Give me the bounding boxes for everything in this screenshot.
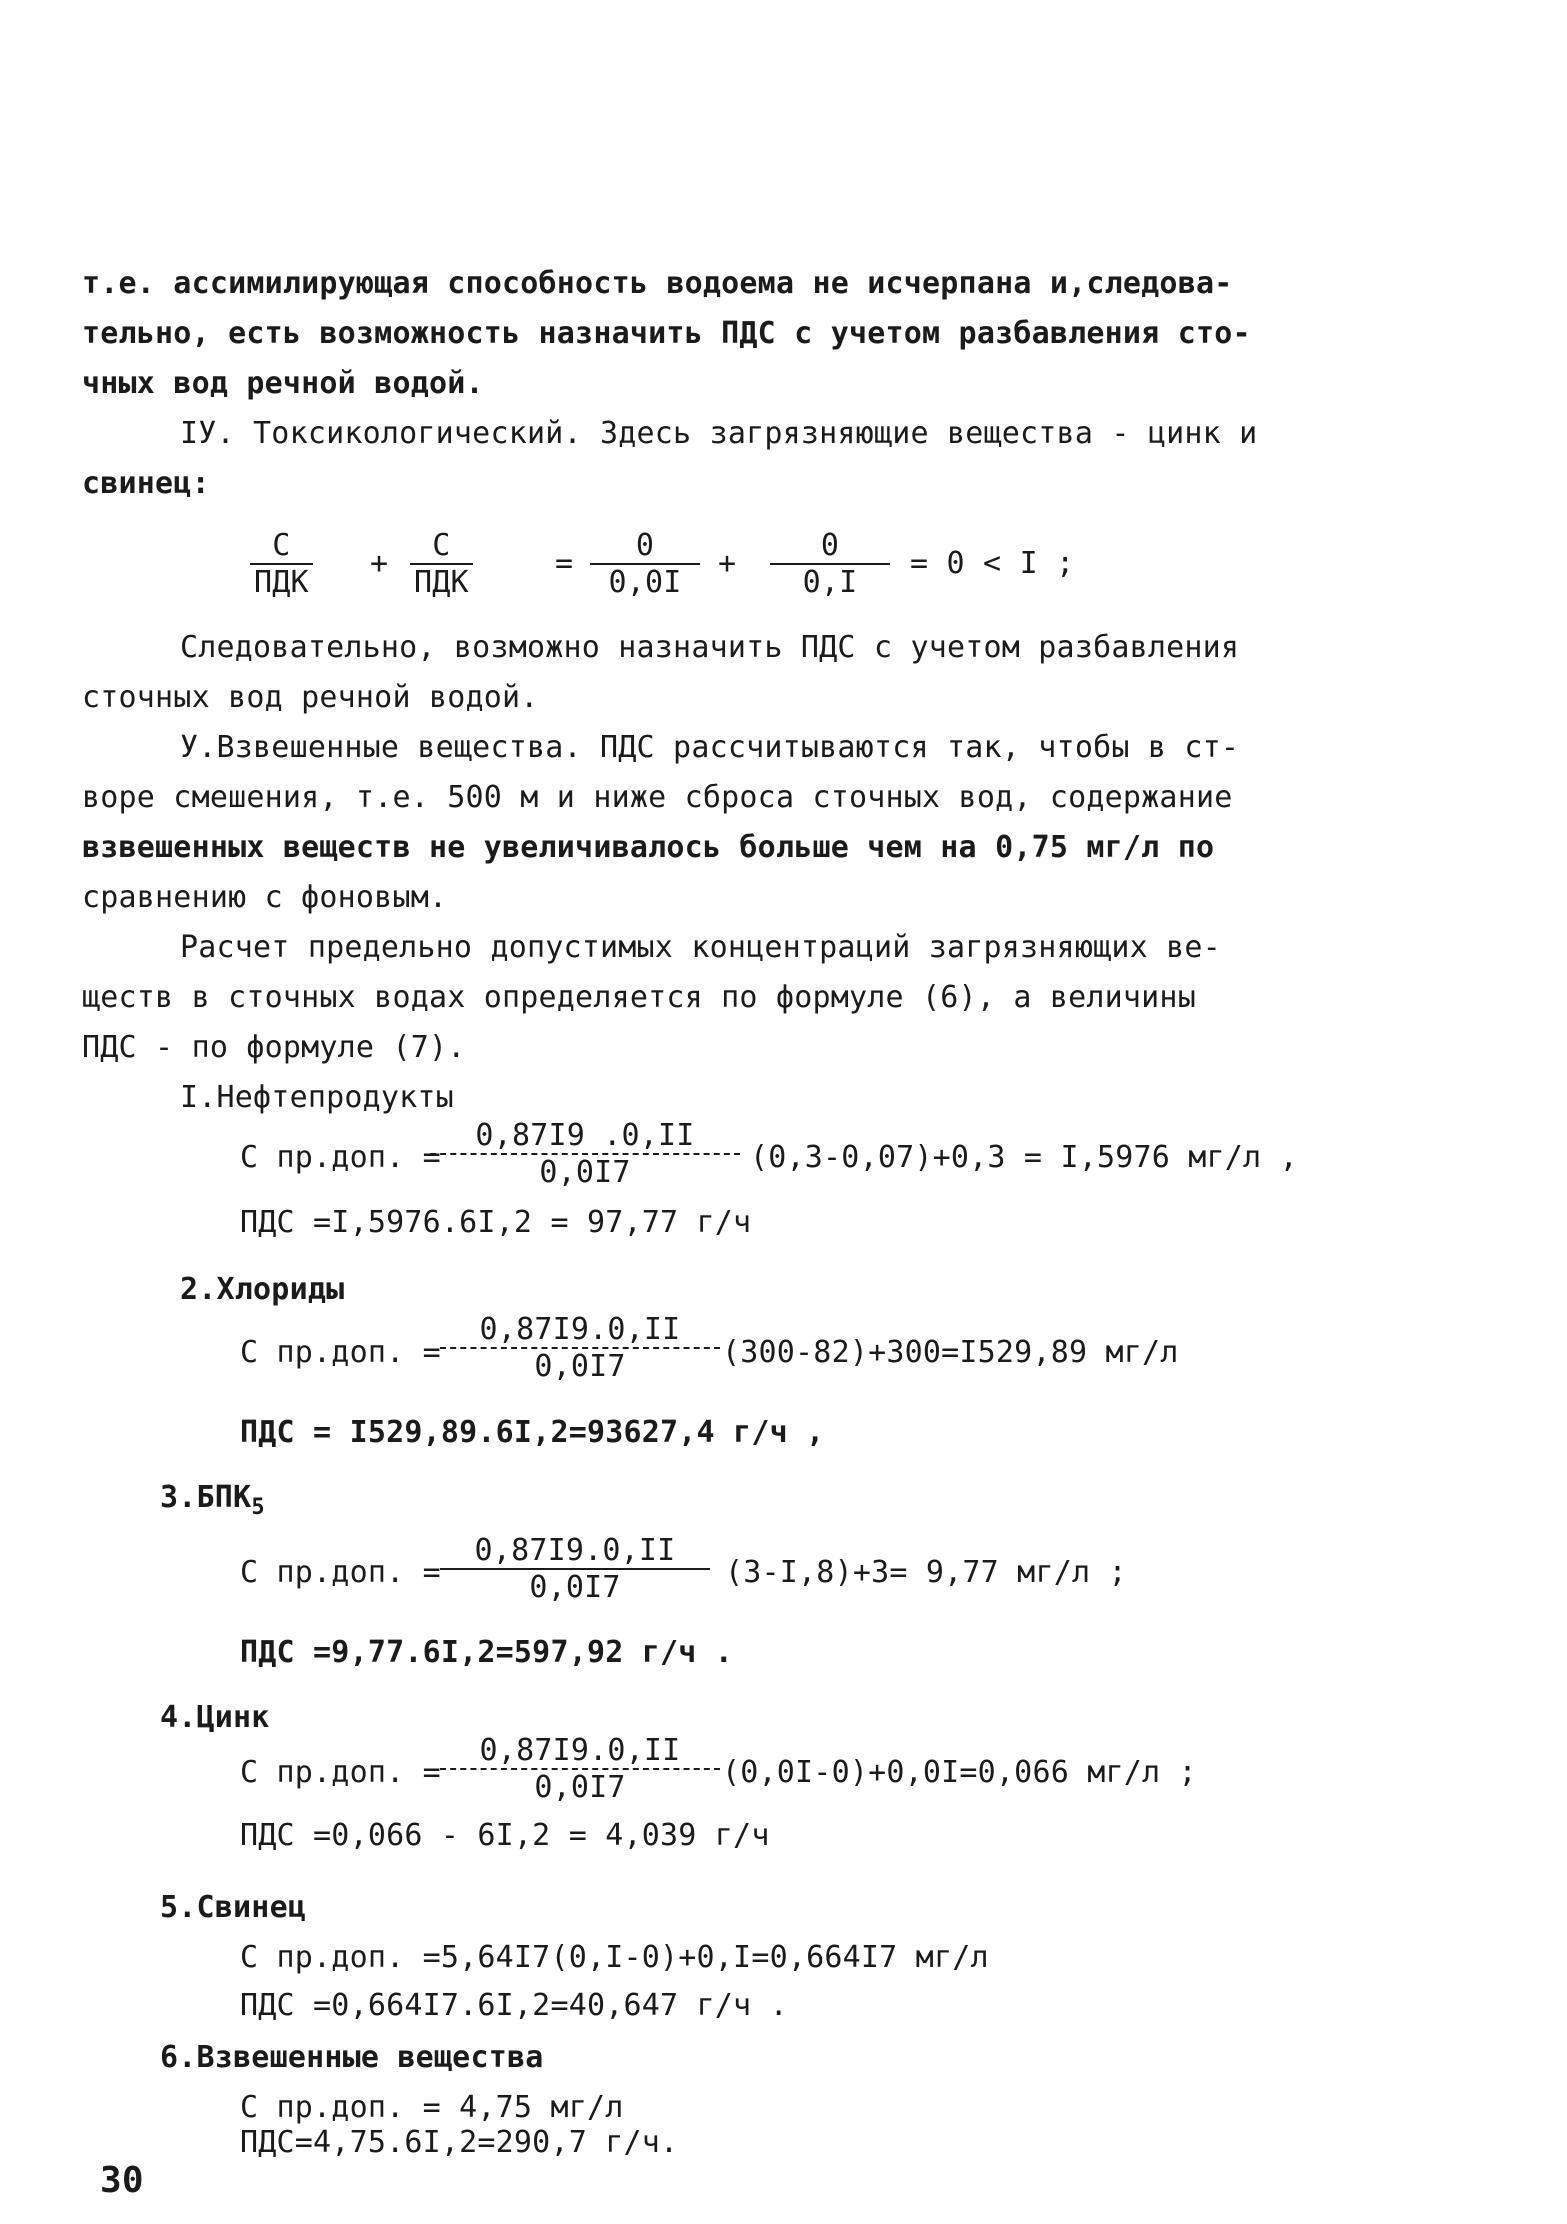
formula-rhs: (0,3-0,07)+0,3 = I,5976 мг/л ,: [750, 1140, 1298, 1175]
paragraph-line: тельно, есть возможность назначить ПДС с учетом разбавления сто-: [82, 316, 1251, 351]
plus-sign: +: [718, 546, 737, 581]
fraction-denominator: 0,0I7: [440, 1347, 720, 1384]
paragraph-line: IУ. Токсикологический. Здесь загрязняющие вещества - цинк и: [180, 416, 1258, 451]
section-title: 5.Свинец: [160, 1890, 307, 1925]
fraction-numerator: 0,87I9 .0,II: [475, 1118, 695, 1153]
fraction-denominator: 0,I: [770, 563, 890, 600]
fraction: [440, 1533, 710, 1605]
formula-lhs: С пр.доп. =: [240, 1335, 441, 1370]
fraction-numerator: С: [272, 528, 291, 563]
fraction-denominator: 0,0I7: [440, 1568, 710, 1605]
paragraph-line: сточных вод речной водой.: [82, 680, 539, 715]
pds-line: ПДС =9,77.6I,2=597,92 г/ч .: [240, 1635, 734, 1670]
paragraph-line: У.Взвешенные вещества. ПДС рассчитываются так, чтобы в ст-: [180, 730, 1240, 765]
fraction-denominator: 0,0I: [590, 563, 700, 600]
fraction-numerator: 0,87I9.0,II: [474, 1533, 676, 1568]
fraction: [770, 528, 890, 600]
fraction: [440, 1733, 720, 1805]
paragraph-line: Следовательно, возможно назначить ПДС с учетом разбавления: [180, 630, 1240, 665]
formula-rhs: (300-82)+300=I529,89 мг/л: [722, 1335, 1179, 1370]
fraction-numerator: 0,87I9.0,II: [479, 1312, 681, 1347]
pds-line: ПДС =0,664I7.6I,2=40,647 г/ч .: [240, 1988, 788, 2023]
section-title: [160, 1480, 265, 1520]
paragraph-line: чных вод речной водой.: [82, 366, 484, 401]
equals-sign: =: [555, 546, 574, 581]
formula-rhs: (0,0I-0)+0,0I=0,066 мг/л ;: [722, 1755, 1197, 1790]
formula-lhs: С пр.доп. =: [240, 1140, 441, 1175]
pds-line: ПДС =I,5976.6I,2 = 97,77 г/ч: [240, 1205, 752, 1240]
fraction-numerator: 0,87I9.0,II: [479, 1733, 681, 1768]
fraction-denominator: 0,0I7: [430, 1153, 740, 1190]
section-title: 6.Взвешенные вещества: [160, 2040, 544, 2075]
section-title: I.Нефтепродукты: [180, 1080, 454, 1115]
fraction-numerator: 0: [635, 528, 655, 563]
fraction: [430, 1118, 740, 1190]
fraction: [410, 528, 473, 600]
page-number: 30: [100, 2160, 144, 2201]
pds-line: ПДС =0,066 - 6I,2 = 4,039 г/ч: [240, 1818, 770, 1853]
formula-line: С пр.доп. =5,64I7(0,I-0)+0,I=0,664I7 мг/л: [240, 1940, 989, 1975]
paragraph-line: воре смешения, т.е. 500 м и ниже сброса сточных вод, содержание: [82, 780, 1233, 815]
formula-lhs: С пр.доп. =: [240, 1555, 441, 1590]
fraction-denominator: ПДК: [410, 563, 473, 600]
fraction: [590, 528, 700, 600]
paragraph-line: т.е. ассимилирующая способность водоема не исчерпана и,следова-: [82, 266, 1233, 301]
pds-line: ПДС = I529,89.6I,2=93627,4 г/ч ,: [240, 1415, 825, 1450]
plus-sign: +: [370, 546, 389, 581]
fraction-numerator: С: [432, 528, 451, 563]
formula-lhs: С пр.доп. =: [240, 1755, 441, 1790]
paragraph-line: свинец:: [82, 466, 210, 501]
pds-line: ПДС=4,75.6I,2=290,7 г/ч.: [240, 2125, 679, 2160]
section-title: 4.Цинк: [160, 1700, 270, 1735]
fraction-numerator: 0: [820, 528, 840, 563]
paragraph-line: взвешенных веществ не увеличивалось больше чем на 0,75 мг/л по: [82, 830, 1215, 865]
subscript: 5: [251, 1495, 265, 1520]
fraction-denominator: 0,0I7: [440, 1768, 720, 1805]
paragraph-line: ществ в сточных водах определяется по формуле (6), а величины: [82, 980, 1196, 1015]
paragraph-line: сравнению с фоновым.: [82, 880, 448, 915]
fraction-denominator: ПДК: [250, 563, 313, 600]
fraction: [440, 1312, 720, 1384]
formula-line: С пр.доп. = 4,75 мг/л: [240, 2090, 624, 2125]
formula-result: = 0 < I ;: [910, 546, 1075, 581]
paragraph-line: ПДС - по формуле (7).: [82, 1030, 466, 1065]
section-title-text: 3.БПК: [160, 1480, 252, 1515]
section-title: 2.Хлориды: [180, 1272, 345, 1307]
paragraph-line: Расчет предельно допустимых концентраций загрязняющих ве-: [180, 930, 1221, 965]
fraction: [250, 528, 313, 600]
formula-rhs: (3-I,8)+3= 9,77 мг/л ;: [725, 1555, 1127, 1590]
